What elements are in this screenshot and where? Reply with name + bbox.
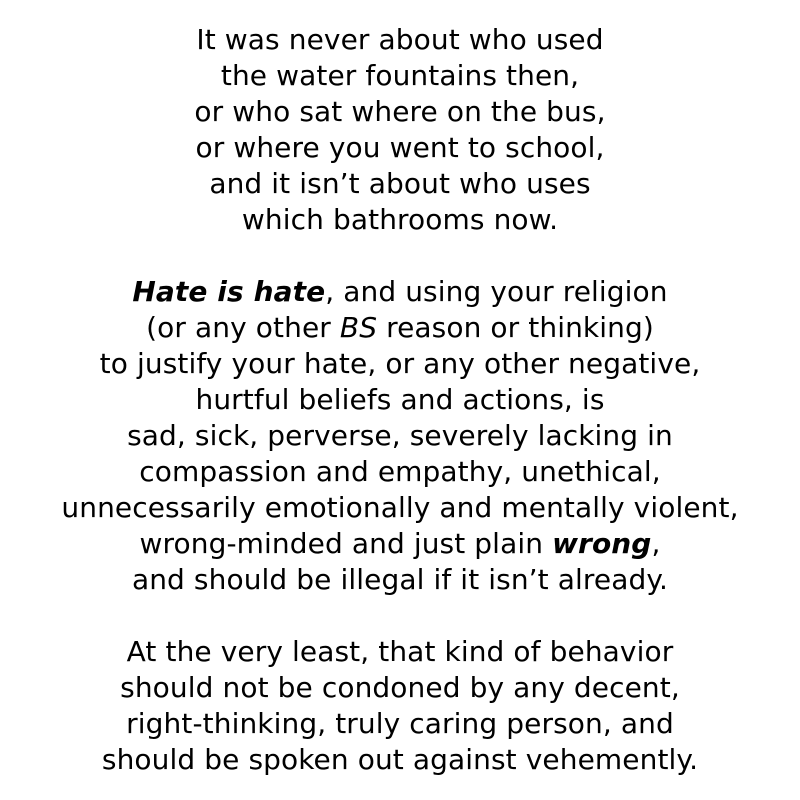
- text-fragment: , and using your religion: [325, 275, 668, 308]
- text-line: It was never about who used: [196, 23, 604, 56]
- emphasis-bs: BS: [339, 311, 378, 344]
- text-line: which bathrooms now.: [241, 203, 559, 236]
- stanza-2: [0, 274, 800, 598]
- text-line: At the very least, that kind of behavior: [126, 635, 674, 668]
- text-line: should be spoken out against vehemently.: [101, 743, 699, 776]
- emphasis-wrong: wrong: [552, 527, 652, 560]
- text-line: should not be condoned by any decent,: [120, 671, 680, 704]
- stanza-3: [0, 634, 800, 778]
- text-line: compassion and empathy, unethical,: [139, 455, 661, 488]
- text-fragment: (or any other: [146, 311, 340, 344]
- text-line: sad, sick, perverse, severely lacking in: [127, 419, 673, 452]
- text-line: and it isn’t about who uses: [209, 167, 591, 200]
- text-line: [0, 274, 800, 310]
- stanza-1: [0, 22, 800, 238]
- text-line: [0, 526, 800, 562]
- text-line: or where you went to school,: [195, 131, 605, 164]
- text-fragment: wrong-minded and just plain: [139, 527, 553, 560]
- text-line: to justify your hate, or any other negative,: [99, 347, 701, 380]
- text-line: and should be illegal if it isn’t already.: [131, 563, 669, 596]
- poem-text: [0, 22, 800, 778]
- text-line: unnecessarily emotionally and mentally violent,: [61, 491, 739, 524]
- text-fragment: reason or thinking): [377, 311, 654, 344]
- text-line: hurtful beliefs and actions, is: [195, 383, 605, 416]
- text-line: [0, 310, 800, 346]
- text-line: right-thinking, truly caring person, and: [126, 707, 674, 740]
- emphasis-hate-is-hate: Hate is hate: [132, 275, 326, 308]
- text-line: or who sat where on the bus,: [194, 95, 606, 128]
- text-line: the water fountains then,: [220, 59, 580, 92]
- text-fragment: ,: [651, 527, 661, 560]
